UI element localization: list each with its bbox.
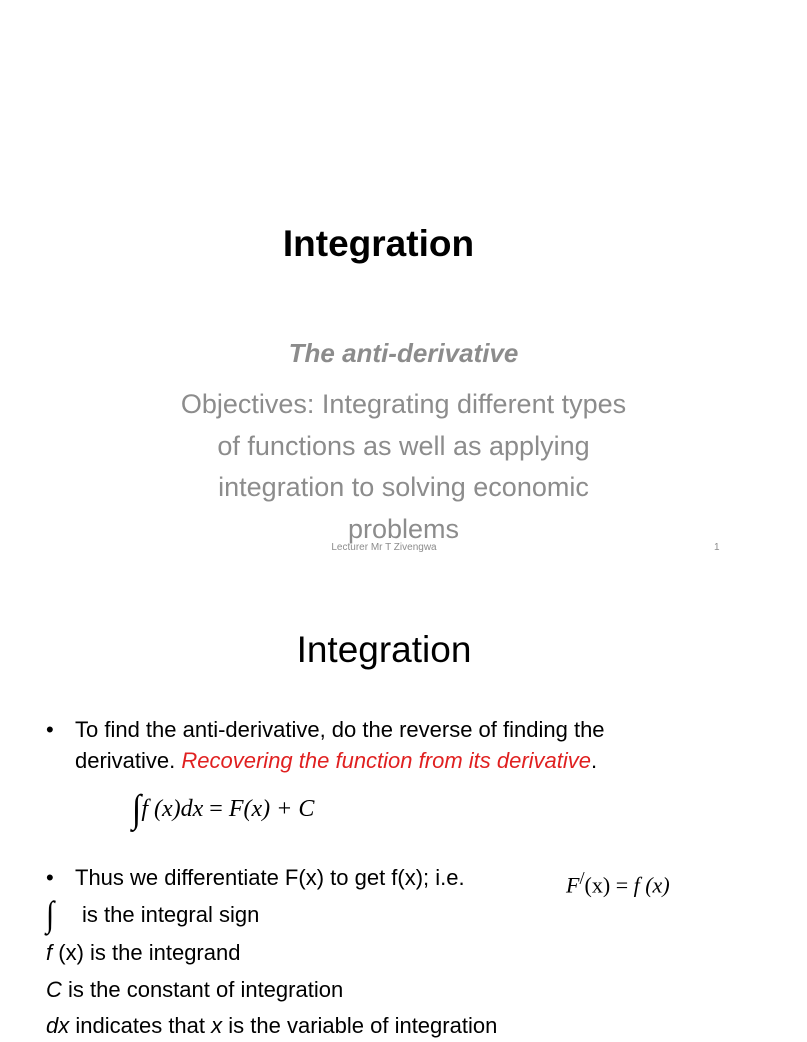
objectives-line: problems xyxy=(347,513,460,544)
slide-2 xyxy=(0,576,768,1038)
formula-rhs: F(x) + C xyxy=(228,796,315,822)
formula-lhs: f (x)dx xyxy=(141,796,204,822)
formula-equals: = xyxy=(203,796,229,822)
definition-text: indicates that xyxy=(75,1013,206,1038)
objectives-text xyxy=(140,384,667,550)
fprime-lhs: F xyxy=(566,872,580,898)
integral-sign-definition xyxy=(46,894,260,935)
integral-formula xyxy=(132,789,314,830)
definition-text: is the constant of integration xyxy=(68,977,344,1002)
bullet-item xyxy=(46,862,465,894)
slide-footer: Lecturer Mr T Zivengwa xyxy=(331,542,437,553)
fprime-arg: (x) = xyxy=(584,872,634,898)
objectives-line: Objectives: Integrating different types xyxy=(180,389,627,419)
slide-subtitle: The anti-derivative xyxy=(288,338,519,368)
bullet-text xyxy=(46,714,746,776)
slide-title: Integration xyxy=(282,223,475,264)
derivative-formula xyxy=(566,862,670,901)
definition-text: is the integral sign xyxy=(82,902,260,927)
bullet-dot-icon: • xyxy=(46,717,54,742)
objectives-line: of functions as well as applying xyxy=(217,430,590,461)
constant-definition xyxy=(46,974,343,1006)
bullet-text-line: To find the anti-derivative, do the reverse of finding the xyxy=(75,717,605,742)
bullet-dot-icon: • xyxy=(46,865,54,890)
integral-sign-icon: ∫ xyxy=(132,788,142,831)
definition-text: is the integrand xyxy=(90,940,241,965)
variable-definition xyxy=(46,1010,497,1042)
constant-symbol: C xyxy=(46,977,62,1002)
variable-name: x xyxy=(211,1013,223,1038)
bullet-text-end: . xyxy=(591,748,598,773)
bullet-text: Thus we differentiate F(x) to get f(x); i.e. xyxy=(75,865,465,890)
highlight-text: Recovering the function from its derivative xyxy=(181,748,592,773)
page-number: 1 xyxy=(714,542,720,553)
fprime-rhs: f (x) xyxy=(633,872,670,898)
integrand-definition xyxy=(46,937,240,969)
bullet-item xyxy=(46,714,746,776)
fprime-prime: / xyxy=(579,868,585,888)
bullet-text-line: derivative. xyxy=(75,748,182,773)
integral-sign-icon: ∫ xyxy=(46,894,55,935)
variable-symbol: dx xyxy=(46,1013,70,1038)
integrand-arg: (x) xyxy=(58,940,84,965)
definition-text: is the variable of integration xyxy=(228,1013,498,1038)
slide-title: Integration xyxy=(296,629,472,670)
integrand-symbol: f xyxy=(46,940,53,965)
objectives-line: integration to solving economic xyxy=(218,472,589,502)
